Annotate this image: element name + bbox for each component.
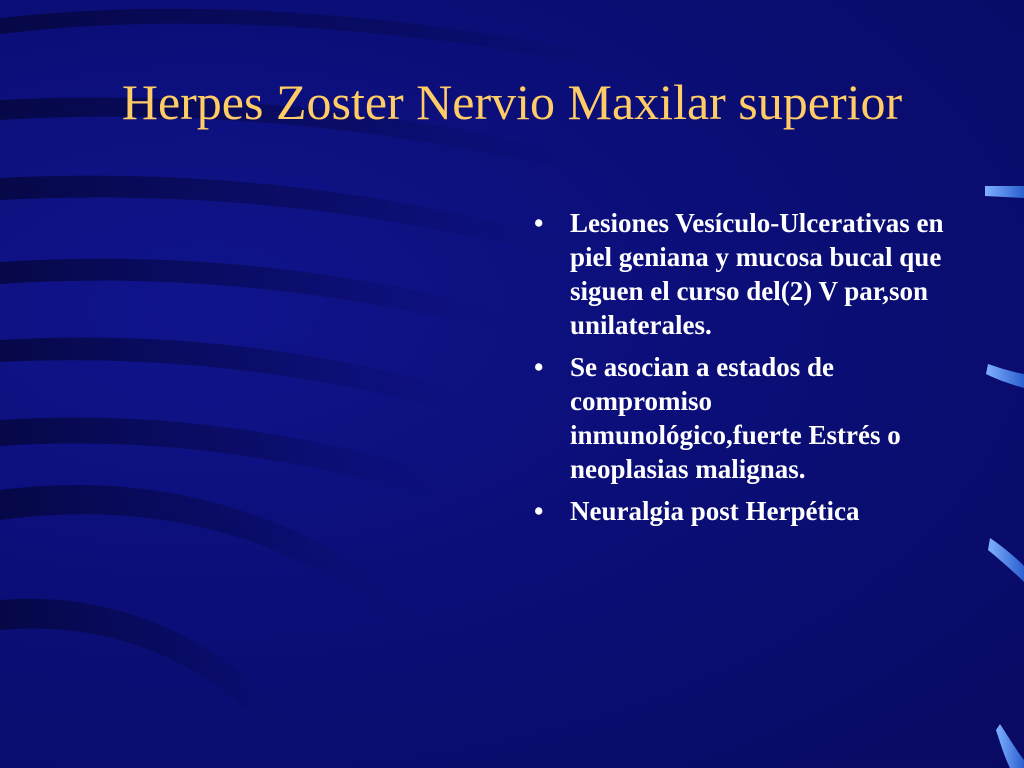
bullet-text: Lesiones Vesículo-Ulcerativas en piel geniana y mucosa bucal que siguen el curso del(2) V par,son unilaterales. — [570, 208, 944, 340]
accent-mark — [985, 186, 1024, 198]
accent-mark — [986, 364, 1024, 388]
bullet-list — [530, 206, 950, 536]
bullet-dot: • — [534, 496, 544, 526]
bullet-text: Se asocian a estados de compromiso inmunológico,fuerte Estrés o neoplasias malignas. — [570, 352, 901, 484]
background-band — [0, 259, 540, 342]
bullet-item — [530, 206, 950, 342]
bullet-item — [530, 494, 950, 528]
background-band — [0, 599, 330, 768]
background-band — [0, 176, 600, 270]
bullet-text: Neuralgia post Herpética — [570, 496, 860, 526]
accent-mark — [996, 724, 1024, 768]
background-band — [0, 338, 500, 425]
accent-mark — [988, 538, 1024, 582]
bullet-dot: • — [534, 352, 544, 382]
bullet-item — [530, 350, 950, 486]
bullet-dot: • — [534, 208, 544, 238]
slide-title: Herpes Zoster Nervio Maxilar superior — [121, 74, 903, 130]
